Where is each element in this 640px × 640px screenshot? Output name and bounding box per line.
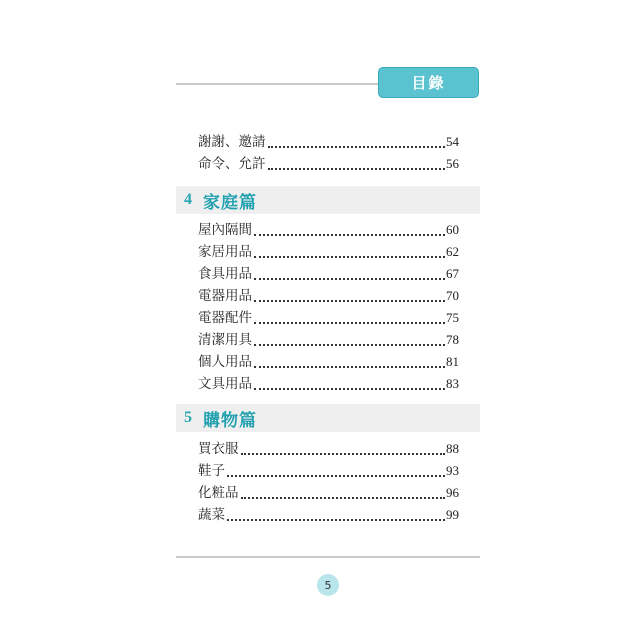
section-number: 5: [184, 409, 192, 426]
toc-entry-title: 電器配件: [198, 310, 252, 326]
toc-entry[interactable]: [198, 504, 459, 526]
toc-entry[interactable]: [198, 482, 459, 504]
page-number-badge: 5: [317, 574, 339, 596]
dot-leader: [254, 388, 445, 390]
toc-entry-page: 81: [446, 354, 459, 369]
toc-entry-page: 54: [446, 134, 459, 149]
toc-entry-page: 56: [446, 156, 459, 171]
toc-entry[interactable]: [198, 285, 459, 307]
toc-entry[interactable]: [198, 131, 459, 153]
toc-entry-title: 電器用品: [198, 288, 252, 304]
section-header-household[interactable]: [176, 186, 480, 214]
dot-leader: [254, 322, 445, 324]
toc-entry-title: 屋內隔間: [198, 222, 252, 238]
toc-entry[interactable]: [198, 263, 459, 285]
toc-entry[interactable]: [198, 153, 459, 175]
toc-entry-title: 化粧品: [198, 485, 239, 501]
section-header-shopping[interactable]: [176, 404, 480, 432]
toc-entry[interactable]: [198, 351, 459, 373]
dot-leader: [254, 256, 445, 258]
toc-entry-page: 99: [446, 507, 459, 522]
toc-entry[interactable]: [198, 241, 459, 263]
toc-entry-page: 96: [446, 485, 459, 500]
toc-entry-page: 78: [446, 332, 459, 347]
section-title: 購物篇: [203, 410, 257, 431]
toc-entry-page: 62: [446, 244, 459, 259]
toc-entry-title: 個人用品: [198, 354, 252, 370]
dot-leader: [254, 344, 445, 346]
toc-entry[interactable]: [198, 373, 459, 395]
dot-leader: [227, 519, 445, 521]
dot-leader: [241, 453, 446, 455]
toc-entry-page: 83: [446, 376, 459, 391]
footer-rule: [176, 556, 480, 558]
toc-entry-title: 買衣服: [198, 441, 239, 457]
toc-entry[interactable]: [198, 307, 459, 329]
dot-leader: [254, 366, 445, 368]
dot-leader: [268, 168, 446, 170]
toc-entry[interactable]: [198, 460, 459, 482]
toc-entry-title: 文具用品: [198, 376, 252, 392]
toc-tab: 目錄: [378, 67, 479, 98]
toc-entry-page: 70: [446, 288, 459, 303]
toc-entry-title: 清潔用具: [198, 332, 252, 348]
toc-entry-page: 93: [446, 463, 459, 478]
toc-entry-page: 67: [446, 266, 459, 281]
section-number: 4: [184, 191, 192, 208]
toc-entry-title: 謝謝、邀請: [198, 134, 266, 150]
header-rule: [176, 83, 386, 85]
dot-leader: [254, 234, 445, 236]
section-title: 家庭篇: [203, 192, 257, 213]
toc-entry[interactable]: [198, 438, 459, 460]
dot-leader: [268, 146, 446, 148]
toc-entry[interactable]: [198, 219, 459, 241]
dot-leader: [241, 497, 446, 499]
toc-entry-page: 60: [446, 222, 459, 237]
dot-leader: [254, 278, 445, 280]
dot-leader: [254, 300, 445, 302]
toc-entry[interactable]: [198, 329, 459, 351]
toc-entry-title: 命令、允許: [198, 156, 266, 172]
toc-entry-title: 家居用品: [198, 244, 252, 260]
toc-entry-title: 食具用品: [198, 266, 252, 282]
toc-entry-title: 蔬菜: [198, 507, 225, 523]
dot-leader: [227, 475, 445, 477]
toc-entry-title: 鞋子: [198, 463, 225, 479]
toc-entry-page: 75: [446, 310, 459, 325]
toc-entry-page: 88: [446, 441, 459, 456]
